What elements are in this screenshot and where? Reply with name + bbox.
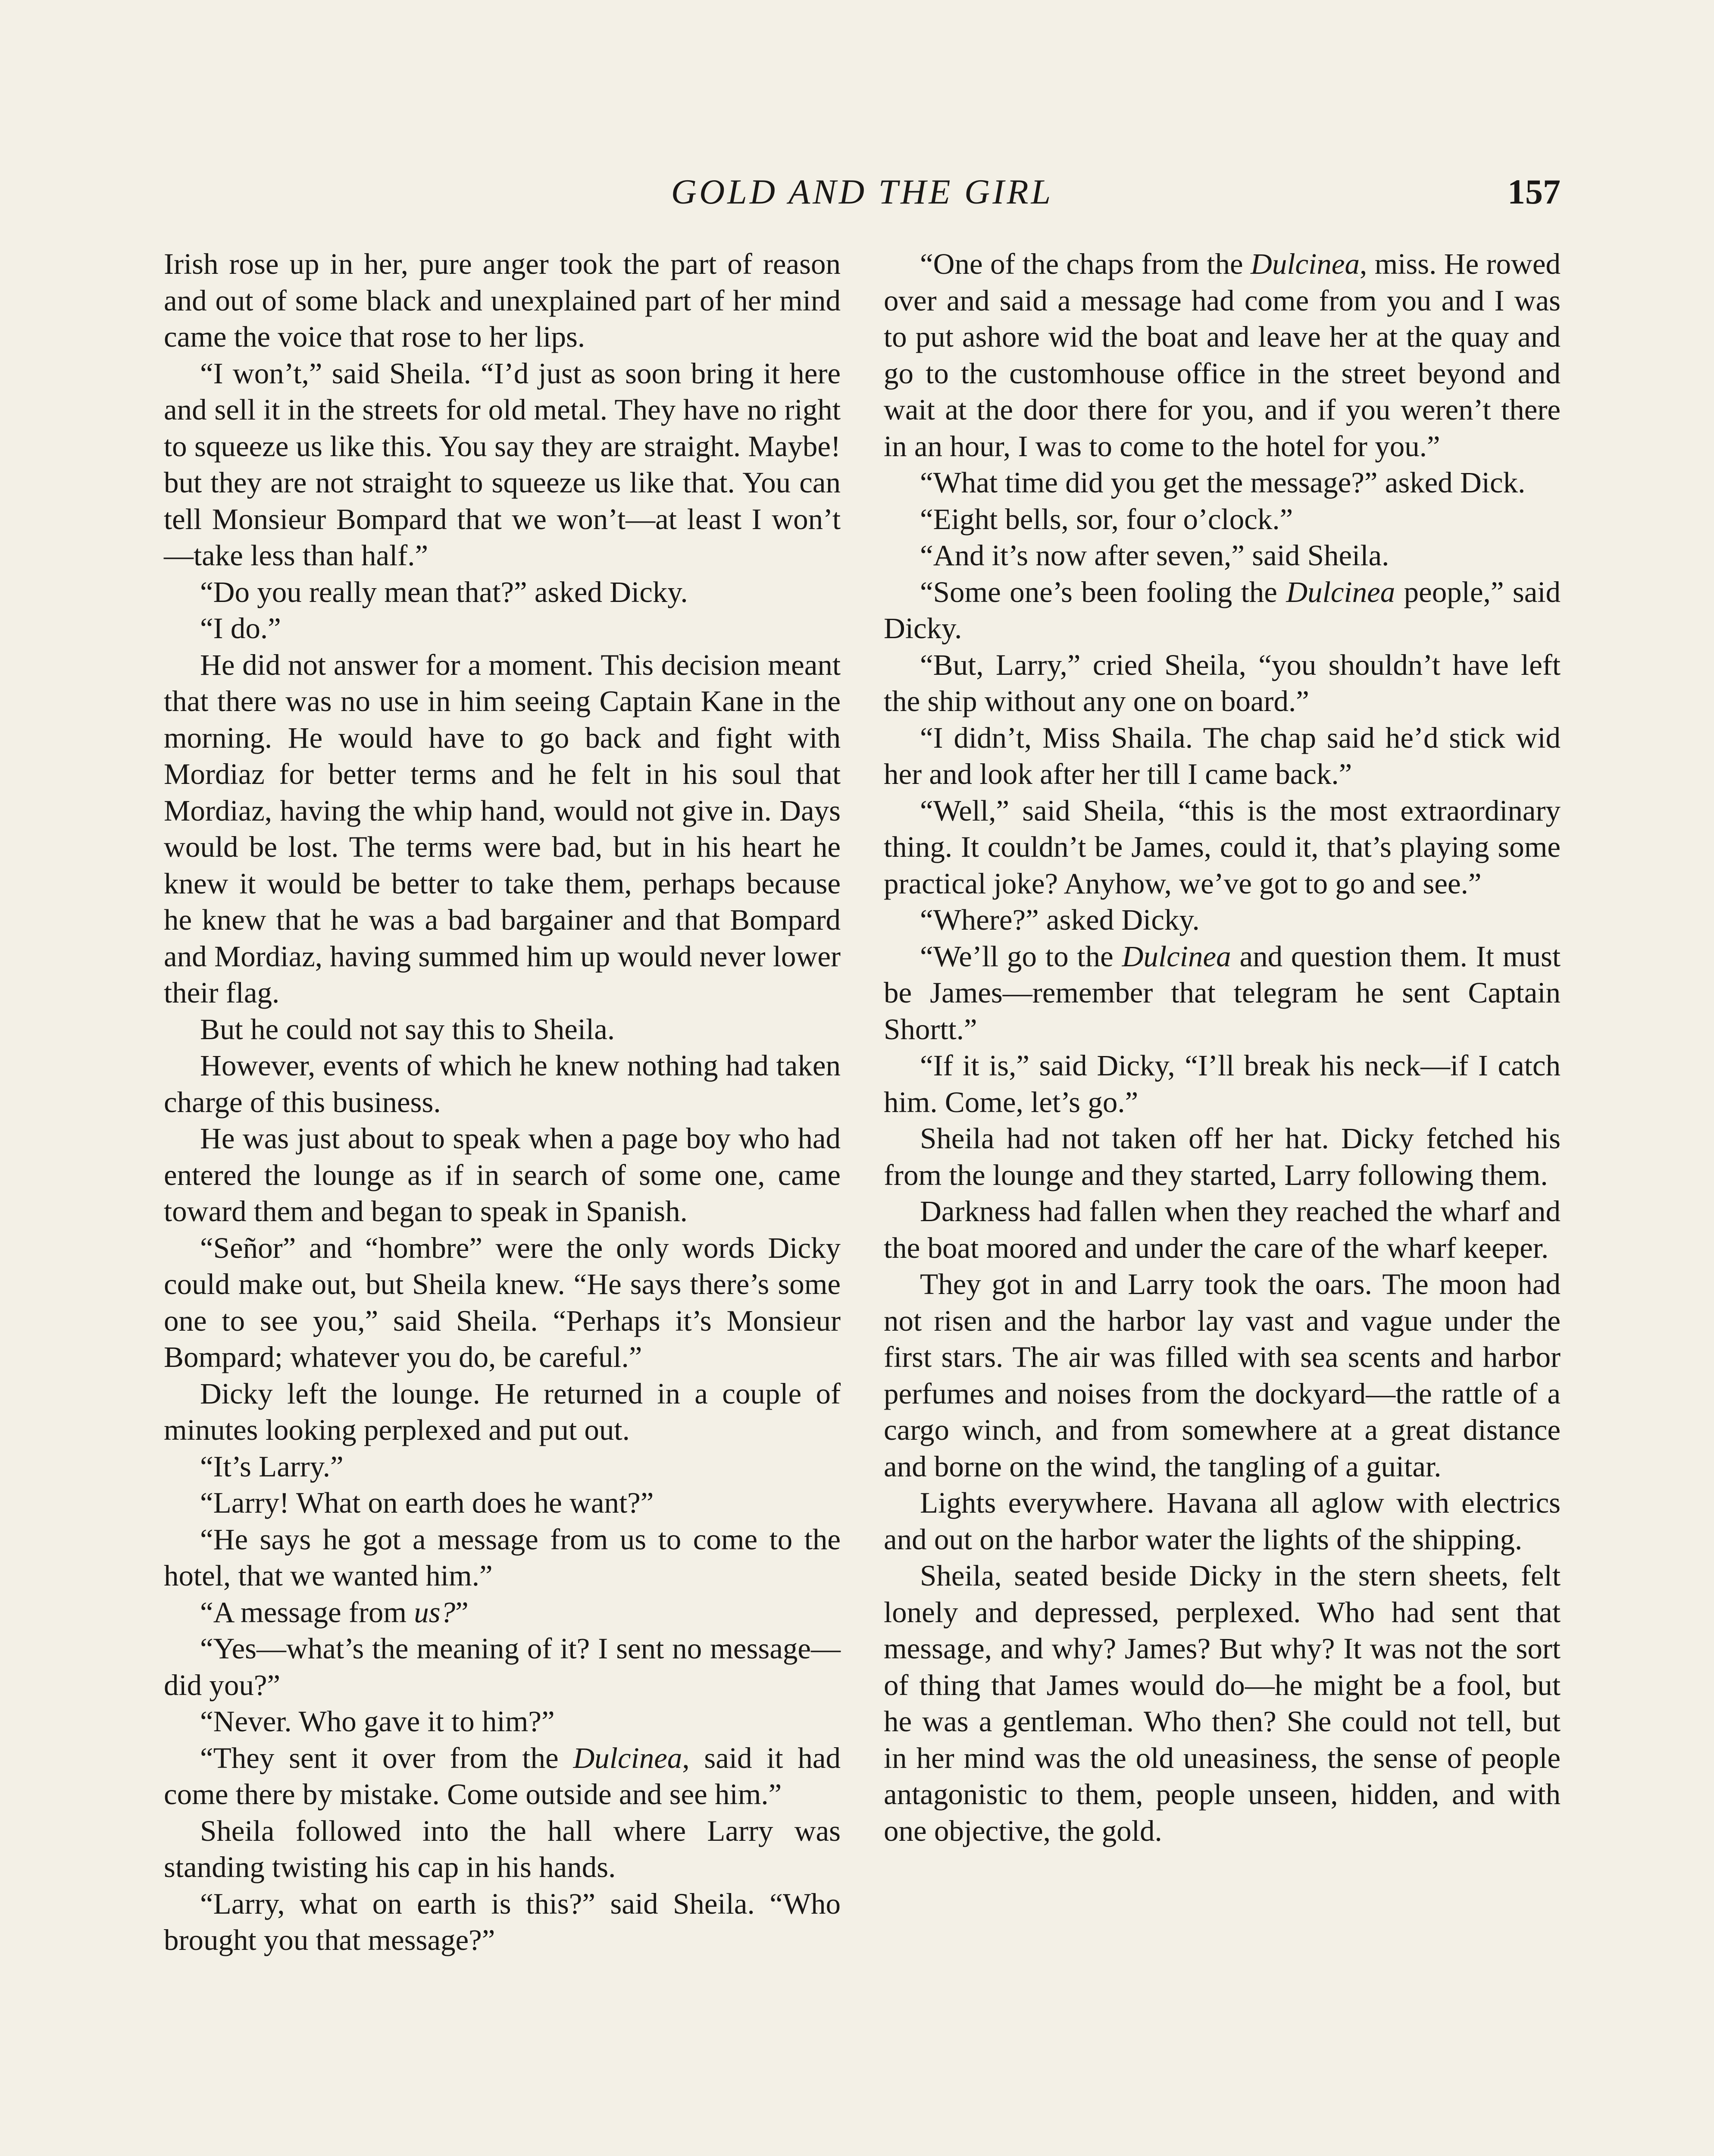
paragraph: “Do you really mean that?” asked Dicky. [200,575,688,608]
paragraph: Sheila, seated beside Dicky in the stern sheets, felt lonely and depressed, perplexed. Who had sent that message, and why? James? But why? It was not the sort of thing that James would do—he might be a fool, but he was a gentleman. Who then? She could not tell, but in her mind was the old uneasiness, the sense of people antagonistic to them, people unseen, hidden, and with one objective, the gold. [884,1559,1561,1847]
paragraph: They got in and Larry took the oars. The moon had not risen and the harbor lay vast and vague under the first stars. The air was filled with sea scents and harbor perfumes and noises from the dockyard—the rattle of a cargo winch, and from somewhere at a great distance and borne on the wind, the tangling of a guitar. [884,1268,1561,1483]
page-number: 157 [1508,172,1561,211]
paragraph: Darkness had fallen when they reached the wharf and the boat moored and under the care of the wharf keeper. [884,1195,1561,1264]
paragraph: “They sent it over from the Dulcinea, said it had come there by mistake. Come outside and see him.” [164,1741,841,1811]
paragraph: “One of the chaps from the Dulcinea, miss. He rowed over and said a message had come from you and I was to put ashore wid the boat and leave her at the quay and go to the customhouse office in the street beyond and wait at the door there for you, and if you weren’t there in an hour, I was to come to the hotel for you.” [884,248,1561,463]
paragraph: “Eight bells, sor, four o’clock.” [920,502,1293,536]
running-title: GOLD AND THE GIRL [671,172,1054,211]
paragraph: Lights everywhere. Havana all aglow with electrics and out on the harbor water the lights of the shipping. [884,1486,1561,1556]
paragraph: “It’s Larry.” [200,1450,344,1483]
paragraph: “I won’t,” said Sheila. “I’d just as soon bring it here and sell it in the streets for old metal. They have no right to squeeze us like this. You say they are straight. Maybe! but they are not straight to squeeze us like that. You can tell Monsieur Bompard that we won’t—at least I won’t—take less than half.” [164,357,841,572]
paragraph: “Larry! What on earth does he want?” [200,1486,654,1519]
paragraph: “If it is,” said Dicky, “I’ll break his neck—if I catch him. Come, let’s go.” [884,1049,1561,1119]
paragraph: Sheila followed into the hall where Larry was standing twisting his cap in his hands. [164,1814,841,1883]
paragraph: “What time did you get the message?” asked Dick. [920,466,1526,499]
paragraph: Sheila had not taken off her hat. Dicky fetched his from the lounge and they started, Larry following them. [884,1122,1561,1191]
paragraph: “Some one’s been fooling the Dulcinea people,” said Dicky. [884,575,1561,645]
paragraph: “But, Larry,” cried Sheila, “you shouldn’t have left the ship without any one on board.” [884,648,1561,718]
paragraph: “Where?” asked Dicky. [920,903,1200,936]
page-header [164,166,1561,218]
paragraph: “Well,” said Sheila, “this is the most extraordinary thing. It couldn’t be James, could it, that’s playing some practical joke? Anyhow, we’ve got to go and see.” [884,794,1561,900]
paragraph: “He says he got a message from us to come to the hotel, that we wanted him.” [164,1523,841,1592]
paragraph: He was just about to speak when a page boy who had entered the lounge as if in search of some one, came toward them and began to speak in Spanish. [164,1122,841,1228]
paragraph: Dicky left the lounge. He returned in a couple of minutes looking perplexed and put out. [164,1377,841,1446]
paragraph: “Larry, what on earth is this?” said Sheila. “Who brought you that message?” [164,1887,841,1956]
paragraph: “I do.” [200,612,281,645]
paragraph: “A message from us?” [200,1595,469,1629]
paragraph: “Señor” and “hombre” were the only words Dicky could make out, but Sheila knew. “He says there’s some one to see you,” said Sheila. “Perhaps it’s Monsieur Bompard; whatever you do, be careful.” [164,1231,841,1373]
paragraph: “And it’s now after seven,” said Sheila. [920,539,1389,572]
paragraph: Irish rose up in her, pure anger took the part of reason and out of some black and unexplained part of her mind came the voice that rose to her lips. [164,248,841,353]
paragraph: But he could not say this to Sheila. [200,1012,615,1046]
paragraph: He did not answer for a moment. This decision meant that there was no use in him seeing Captain Kane in the morning. He would have to go back and fight with Mordiaz for better terms and he felt in his soul that Mordiaz, having the whip hand, would not give in. Days would be lost. The terms were bad, but in his heart he knew it would be better to take them, perhaps because he knew that he was a bad bargainer and that Bompard and Mordiaz, having summed him up would never lower their flag. [164,648,841,1009]
right-column [884,246,1561,1849]
paragraph: “Never. Who gave it to him?” [200,1705,555,1738]
paragraph: “I didn’t, Miss Shaila. The chap said he’d stick wid her and look after her till I came back.” [884,721,1561,790]
paragraph: However, events of which he knew nothing had taken charge of this business. [164,1049,841,1119]
paragraph: “We’ll go to the Dulcinea and question them. It must be James—remember that telegram he sent Captain Shortt.” [884,940,1561,1046]
left-column [164,246,841,1959]
paragraph: “Yes—what’s the meaning of it? I sent no message—did you?” [164,1632,841,1702]
